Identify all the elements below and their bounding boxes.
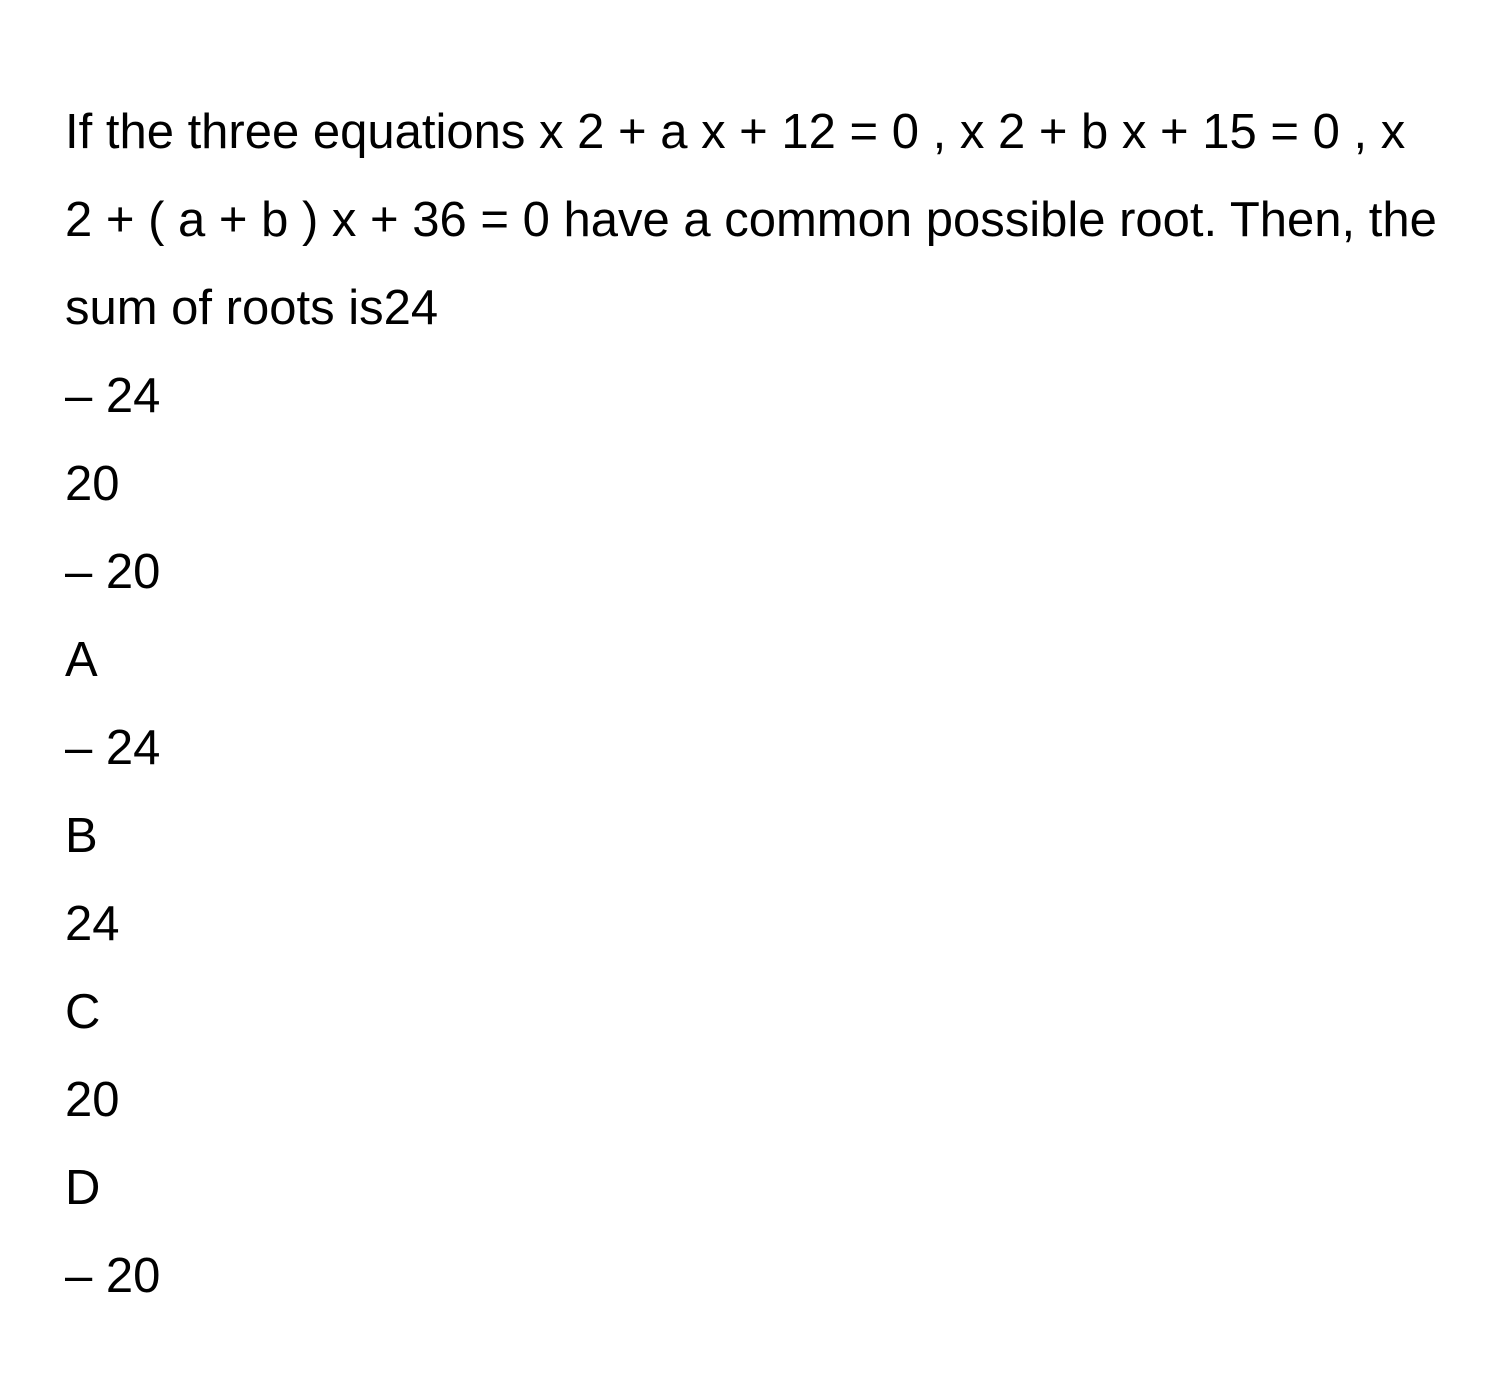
option-d-value: – 20: [65, 1249, 161, 1303]
option-a-value: – 24: [65, 721, 161, 775]
option-b-value: 24: [65, 897, 120, 951]
option-d-letter: D: [65, 1161, 101, 1215]
option-a-letter: A: [65, 633, 98, 687]
option-b-letter: B: [65, 809, 98, 863]
inline-choice-2: 20: [65, 457, 120, 511]
question-document: [65, 88, 1445, 1320]
option-c-value: 20: [65, 1073, 120, 1127]
question-text: If the three equations x 2 + a x + 12 = 0 , x 2 + b x + 15 = 0 , x 2 + ( a + b ) x + 36 = 0 have a common possible root. Then, the sum of roots is24: [65, 105, 1437, 335]
inline-choice-3: – 20: [65, 545, 161, 599]
inline-choice-1: – 24: [65, 369, 161, 423]
option-c-letter: C: [65, 985, 101, 1039]
